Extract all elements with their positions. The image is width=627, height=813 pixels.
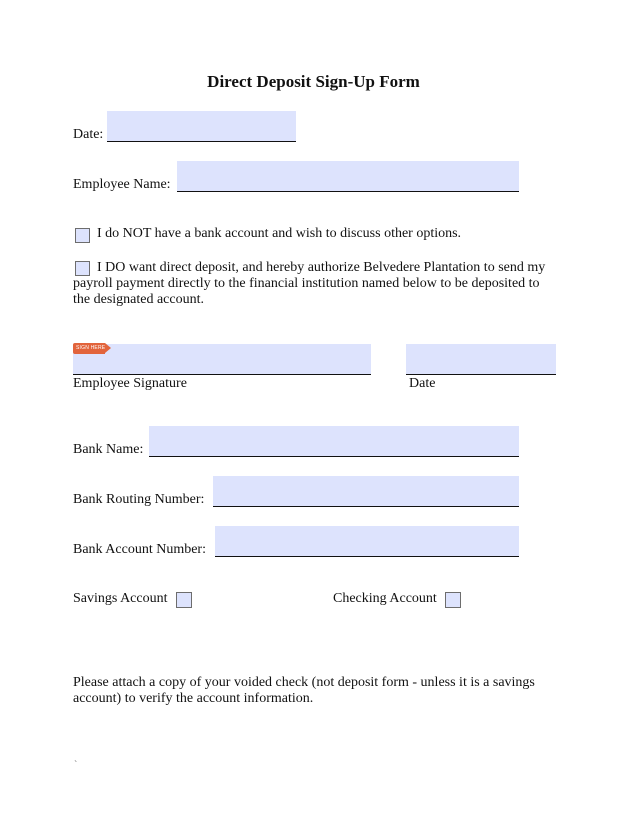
bank-name-label: Bank Name: xyxy=(73,442,144,457)
voided-check-note: Please attach a copy of your voided check (not deposit form - unless it is a savings account) to verify the account information. xyxy=(73,675,535,706)
bank-account-field[interactable] xyxy=(215,526,519,557)
no-bank-account-text: I do NOT have a bank account and wish to discuss other options. xyxy=(97,226,462,241)
bank-account-label: Bank Account Number: xyxy=(73,542,206,557)
date-label: Date: xyxy=(73,127,104,142)
date-field[interactable] xyxy=(107,111,296,142)
checking-account-checkbox[interactable] xyxy=(445,592,461,608)
signature-date-label: Date xyxy=(409,376,436,391)
want-direct-deposit-text: I DO want direct deposit, and hereby authorize Belvedere Plantation to send my payroll payment directly to the financial institution named below to be deposited to the designated account. xyxy=(73,260,546,307)
footer-mark: ` xyxy=(74,760,78,771)
employee-signature-field[interactable] xyxy=(73,344,371,375)
employee-name-field[interactable] xyxy=(177,161,519,192)
sign-here-tag xyxy=(73,343,111,354)
bank-routing-label: Bank Routing Number: xyxy=(73,492,205,507)
employee-name-label: Employee Name: xyxy=(73,177,171,192)
savings-account-checkbox[interactable] xyxy=(176,592,192,608)
no-bank-account-checkbox[interactable] xyxy=(75,228,90,243)
bank-routing-field[interactable] xyxy=(213,476,519,507)
savings-account-label: Savings Account xyxy=(73,591,168,606)
page-title: Direct Deposit Sign-Up Form xyxy=(207,72,420,91)
sign-here-tag-text: SIGN HERE xyxy=(76,345,106,351)
employee-signature-label: Employee Signature xyxy=(73,376,187,391)
bank-name-field[interactable] xyxy=(149,426,519,457)
signature-date-field[interactable] xyxy=(406,344,556,375)
checking-account-label: Checking Account xyxy=(333,591,437,606)
